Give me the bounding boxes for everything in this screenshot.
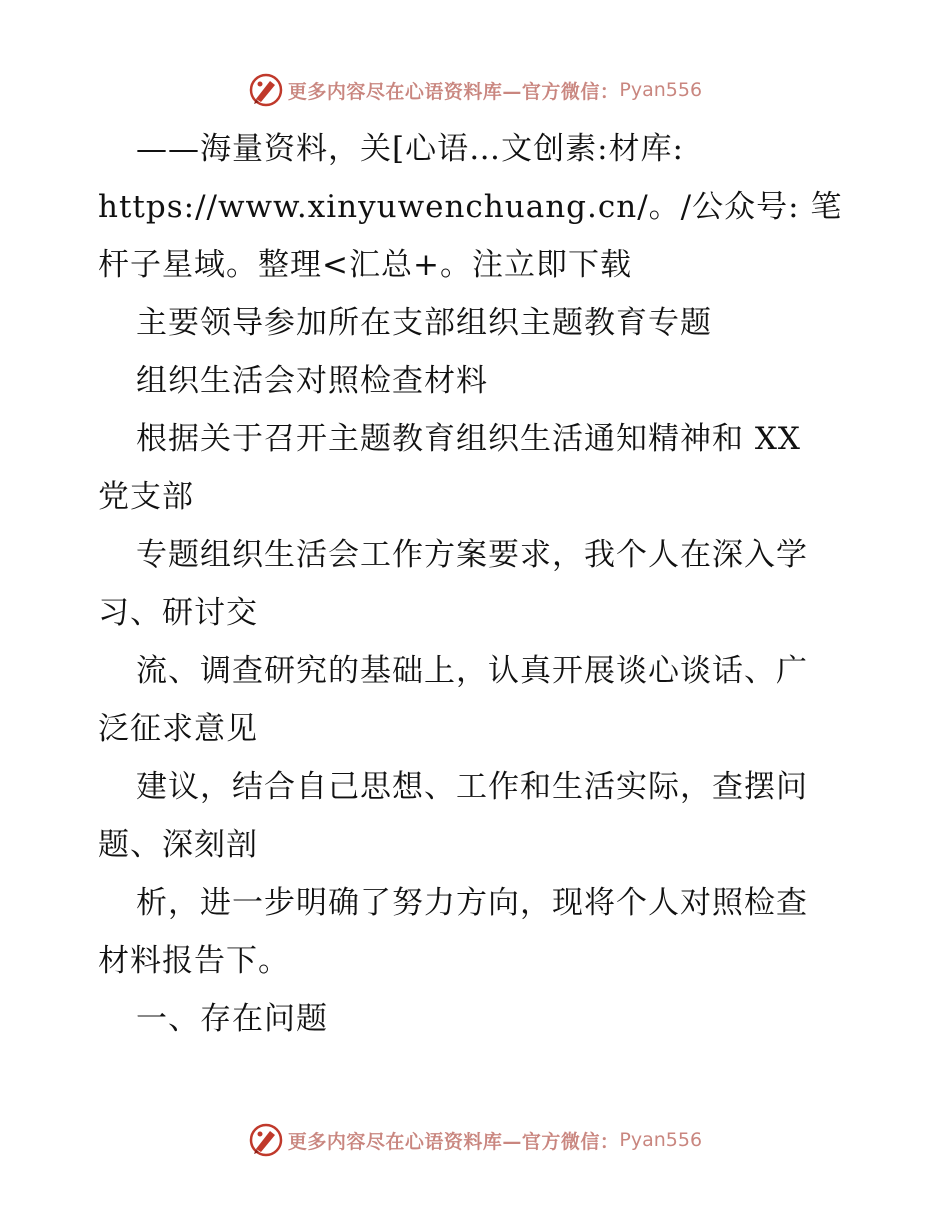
- text-line: 党支部: [98, 479, 194, 515]
- text-line: 建议，结合自己思想、工作和生活实际，查摆问: [136, 769, 808, 805]
- text-line: 流、调查研究的基础上，认真开展谈心谈话、广: [136, 653, 808, 689]
- text-line: 杆子星域。整理<汇总+。注立即下载: [98, 247, 632, 283]
- text-line: 习、研讨交: [98, 595, 258, 631]
- pen-logo-icon: [248, 72, 284, 108]
- pen-logo-icon: [248, 1122, 284, 1158]
- footer-watermark: [0, 1120, 950, 1160]
- text-line: 析，进一步明确了努力方向，现将个人对照检查: [136, 885, 808, 921]
- section-heading: 一、存在问题: [136, 1001, 328, 1037]
- text-line: 组织生活会对照检查材料: [136, 363, 488, 399]
- watermark-text: 更多内容尽在心语资料库—官方微信：: [287, 80, 620, 103]
- text-line: 专题组织生活会工作方案要求，我个人在深入学: [136, 537, 808, 573]
- header-watermark: [0, 70, 950, 110]
- text-line: 材料报告下。: [98, 943, 290, 979]
- document-body: [98, 120, 858, 1048]
- watermark-contact: Pyan556: [619, 1129, 703, 1151]
- text-line: 题、深刻剖: [98, 827, 258, 863]
- text-line: 根据关于召开主题教育组织生活通知精神和 XX: [136, 421, 801, 457]
- text-line: https://www.xinyuwenchuang.cn/。/公众号: 笔: [98, 189, 843, 225]
- text-line: ——海量资料，关[心语…文创素:材库:: [136, 131, 684, 167]
- text-line: 泛征求意见: [98, 711, 258, 747]
- text-line: 主要领导参加所在支部组织主题教育专题: [136, 305, 712, 341]
- watermark-text: 更多内容尽在心语资料库—官方微信：: [287, 1130, 620, 1153]
- watermark-contact: Pyan556: [619, 79, 703, 101]
